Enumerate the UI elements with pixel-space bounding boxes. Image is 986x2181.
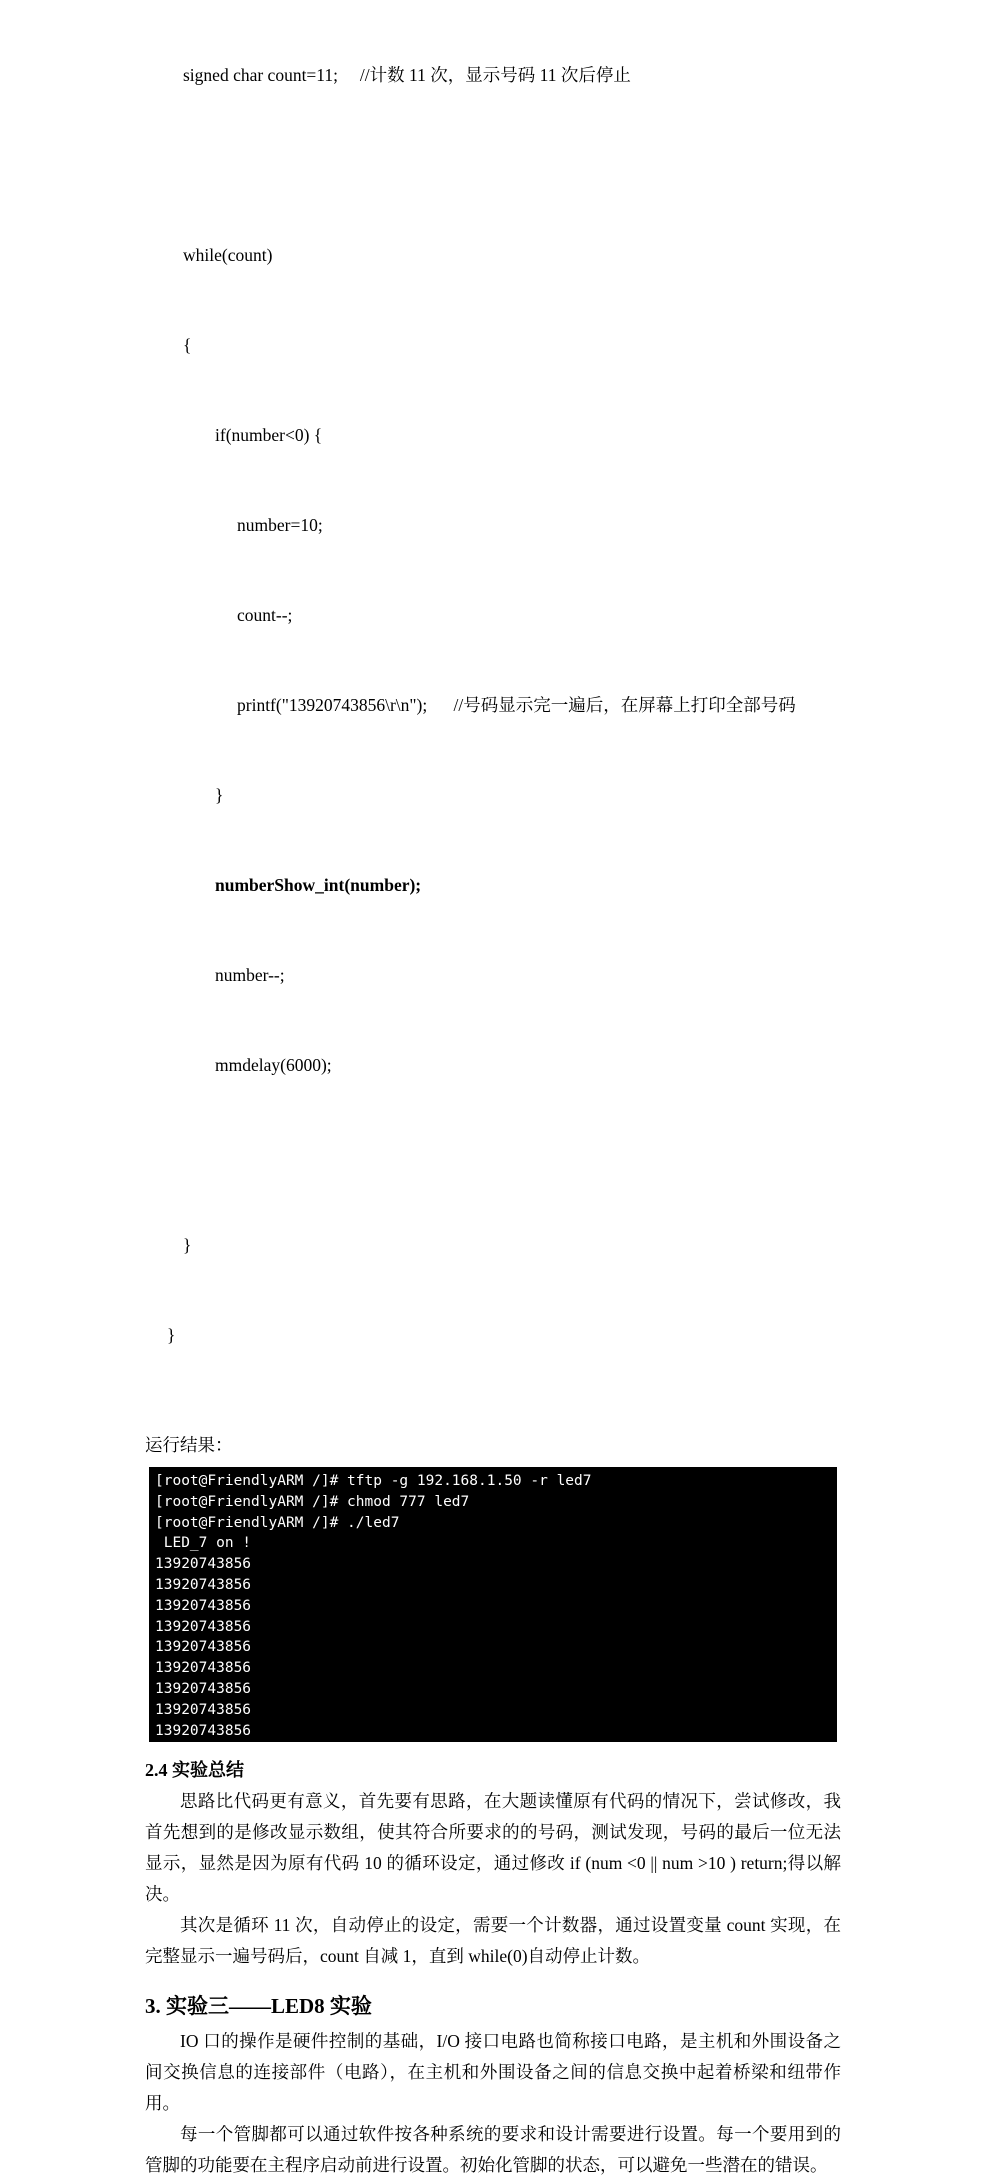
code-line: numberShow_int(number); xyxy=(215,875,422,895)
paragraph: IO 口的操作是硬件控制的基础，I/O 接口电路也简称接口电路，是主机和外围设备之间交换信息的连接部件（电路），在主机和外围设备之间的信息交换中起着桥梁和纽带作用。 xyxy=(145,2031,841,2113)
terminal-line: [root@FriendlyARM /]# chmod 777 led7 xyxy=(155,1493,470,1510)
code-line: number=10; xyxy=(237,515,323,535)
terminal-line: 13920743856 xyxy=(155,1722,252,1739)
terminal-line: [root@FriendlyARM /]# tftp -g 192.168.1.50 -r led7 xyxy=(155,1473,592,1489)
terminal-line: LED_7 on ! xyxy=(155,1535,252,1552)
terminal-line: 13920743856 xyxy=(155,1680,252,1697)
code-line: number--; xyxy=(215,965,285,985)
section-heading-2-4: 2.4 实验总结 xyxy=(145,1760,244,1780)
paragraph: 其次是循环 11 次，自动停止的设定，需要一个计数器，通过设置变量 count 实现，在完整显示一遍号码后，count 自减 1，直到 while(0)自动停止计数。 xyxy=(145,1915,841,1966)
terminal-line: 13920743856 xyxy=(155,1701,252,1718)
terminal-output xyxy=(149,1467,837,1742)
code-line-blank xyxy=(145,150,841,180)
code-line: } xyxy=(215,785,224,805)
terminal-line: 13920743856 xyxy=(155,1576,252,1593)
code-line: count--; xyxy=(237,605,293,625)
code-line: if(number<0) { xyxy=(215,425,323,445)
code-line: mmdelay(6000); xyxy=(215,1055,332,1075)
terminal-line: 13920743856 xyxy=(155,1660,252,1677)
code-line: while(count) xyxy=(183,245,273,265)
terminal-line xyxy=(155,1741,831,1742)
code-line: } xyxy=(167,1325,176,1345)
paragraph: 思路比代码更有意义，首先要有思路，在大题读懂原有代码的情况下，尝试修改，我首先想到的是修改显示数组，使其符合所要求的的号码，测试发现，号码的最后一位无法显示，显然是因为原有代码 10 的循环设定，通过修改 if (num <0 || num >10 ) return;得以解决。 xyxy=(145,1791,841,1904)
code-line: printf("13920743856\r\n"); //号码显示完一遍后，在屏幕上打印全部号码 xyxy=(237,695,796,715)
terminal-line: 13920743856 xyxy=(155,1556,252,1573)
result-label: 运行结果： xyxy=(145,1435,233,1455)
code-line: signed char count=11; //计数 11 次，显示号码 11 次后停止 xyxy=(183,65,631,85)
code-line: { xyxy=(183,335,192,355)
code-block xyxy=(145,0,841,1410)
terminal-line: 13920743856 xyxy=(155,1618,252,1635)
paragraph: 每一个管脚都可以通过软件按各种系统的要求和设计需要进行设置。每一个要用到的管脚的功能要在主程序启动前进行设置。初始化管脚的状态，可以避免一些潜在的错误。 xyxy=(145,2124,841,2175)
terminal-line: [root@FriendlyARM /]# ./led7 xyxy=(155,1514,400,1531)
code-line: } xyxy=(183,1235,192,1255)
terminal-line: 13920743856 xyxy=(155,1639,252,1656)
section-heading-3: 3. 实验三——LED8 实验 xyxy=(145,1994,372,2018)
terminal-line: 13920743856 xyxy=(155,1597,252,1614)
